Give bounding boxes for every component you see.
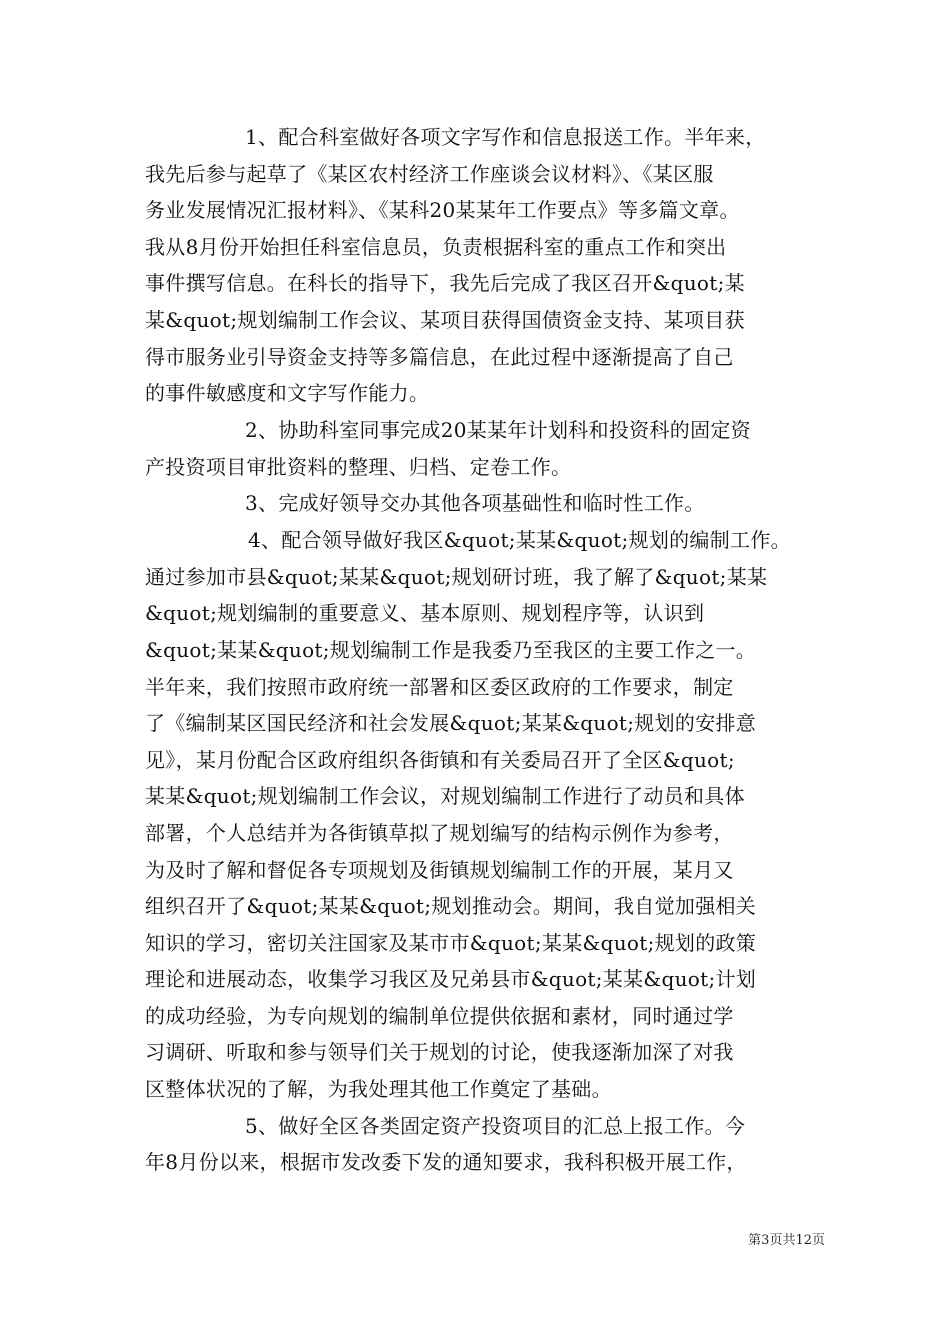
text-line: 我从8月份开始担任科室信息员，负责根据科室的重点工作和突出 <box>145 235 727 259</box>
text-line: 某某&quot;规划编制工作会议，对规划编制工作进行了动员和具体 <box>145 784 745 808</box>
text-line: 通过参加市县&quot;某某&quot;规划研讨班，我了解了&quot;某某 <box>145 565 768 589</box>
text-line: 1、配合科室做好各项文字写作和信息报送工作。半年来， <box>245 125 766 149</box>
text-line: 知识的学习，密切关注国家及某市市&quot;某某&quot;规划的政策 <box>145 931 757 955</box>
text-line: 5、做好全区各类固定资产投资项目的汇总上报工作。今 <box>245 1114 746 1138</box>
text-line: 半年来，我们按照市政府统一部署和区委区政府的工作要求，制定 <box>145 675 734 699</box>
text-line: 产投资项目审批资料的整理、归档、定卷工作。 <box>145 455 572 479</box>
text-line: 区整体状况的了解，为我处理其他工作奠定了基础。 <box>145 1077 612 1101</box>
text-line: &quot;规划编制的重要意义、基本原则、规划程序等，认识到 <box>145 601 705 625</box>
text-line: &quot;某某&quot;规划编制工作是我委乃至我区的主要工作之一。 <box>145 638 757 662</box>
text-line: 得市服务业引导资金支持等多篇信息，在此过程中逐渐提高了自己 <box>145 345 734 369</box>
text-line: 组织召开了&quot;某某&quot;规划推动会。期间，我自觉加强相关 <box>145 894 757 918</box>
text-line: 理论和进展动态，收集学习我区及兄弟县市&quot;某某&quot;计划 <box>145 967 757 991</box>
text-line: 为及时了解和督促各专项规划及街镇规划编制工作的开展，某月又 <box>145 858 734 882</box>
text-line: 2、协助科室同事完成20某某年计划科和投资科的固定资 <box>245 418 751 442</box>
text-line: 的事件敏感度和文字写作能力。 <box>145 381 430 405</box>
text-line: 的成功经验，为专向规划的编制单位提供依据和素材，同时通过学 <box>145 1004 734 1028</box>
text-line: 了《编制某区国民经济和社会发展&quot;某某&quot;规划的安排意 <box>145 711 757 735</box>
text-line: 事件撰写信息。在科长的指导下，我先后完成了我区召开&quot;某 <box>145 271 745 295</box>
text-line: 3、完成好领导交办其他各项基础性和临时性工作。 <box>245 491 705 515</box>
text-line: 习调研、听取和参与领导们关于规划的讨论，使我逐渐加深了对我 <box>145 1040 734 1064</box>
text-line: 见》，某月份配合区政府组织各街镇和有关委局召开了全区&quot; <box>145 748 735 772</box>
text-line: 务业发展情况汇报材料》、《某科20某某年工作要点》等多篇文章。 <box>145 198 740 222</box>
text-line: 我先后参与起草了《某区农村经济工作座谈会议材料》、《某区服 <box>145 162 714 186</box>
text-line: 4、配合领导做好我区&quot;某某&quot;规划的编制工作。 <box>248 528 791 552</box>
text-line: 部署，个人总结并为各街镇草拟了规划编写的结构示例作为参考， <box>145 821 734 845</box>
page-number-footer: 第3页共12页 <box>748 1233 825 1248</box>
text-line: 年8月份以来，根据市发改委下发的通知要求，我科积极开展工作， <box>145 1150 747 1174</box>
text-line: 某&quot;规划编制工作会议、某项目获得国债资金支持、某项目获 <box>145 308 745 332</box>
